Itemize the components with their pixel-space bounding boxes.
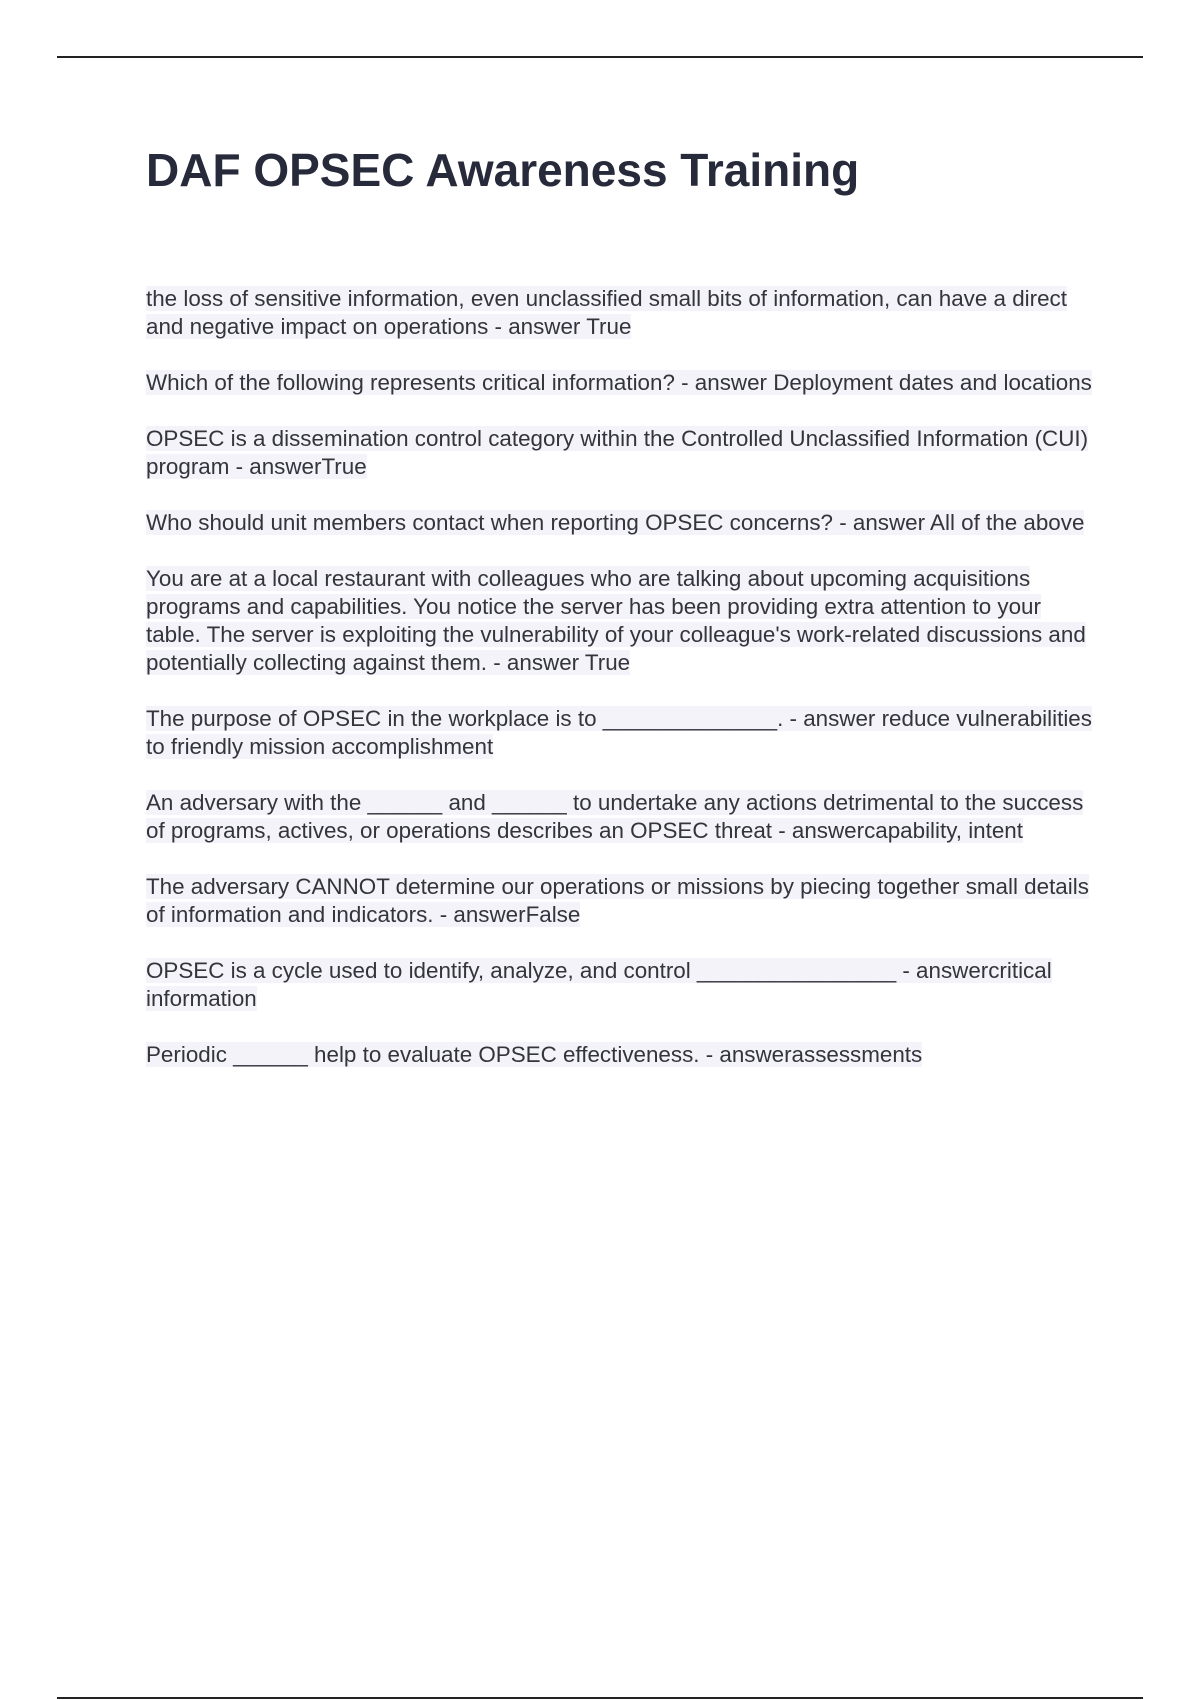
top-rule [57,56,1143,58]
qa-item-10 [146,1041,1096,1069]
qa-text-3: OPSEC is a dissemination control category within the Controlled Unclassified Information (CUI) program - answerTrue [146,426,1089,479]
qa-text-6: The purpose of OPSEC in the workplace is to ______________. - answer reduce vulnerabilities to friendly mission accomplishment [146,706,1092,759]
qa-text-2: Which of the following represents critical information? - answer Deployment dates and locations [146,370,1092,395]
qa-text-9: OPSEC is a cycle used to identify, analyze, and control ________________ - answercritical information [146,958,1052,1011]
qa-item-1 [146,285,1096,341]
qa-text-1: the loss of sensitive information, even unclassified small bits of information, can have a direct and negative impact on operations - answer True [146,286,1067,339]
qa-item-4 [146,509,1096,537]
question-answer-list [146,285,1096,1097]
qa-item-7 [146,789,1096,845]
qa-text-7: An adversary with the ______ and ______ to undertake any actions detrimental to the success of programs, actives, or operations describes an OPSEC threat - answercapability, intent [146,790,1084,843]
qa-text-5: You are at a local restaurant with colleagues who are talking about upcoming acquisitions programs and capabilities. You notice the server has been providing extra attention to your table. The server is exploiting the vulnerability of your colleague's work-related discussions and potentially collecting against them. - answer True [146,566,1086,675]
qa-text-8: The adversary CANNOT determine our operations or missions by piecing together small details of information and indicators. - answerFalse [146,874,1089,927]
bottom-rule [57,1697,1143,1699]
qa-text-10: Periodic ______ help to evaluate OPSEC effectiveness. - answerassessments [146,1042,923,1067]
qa-item-6 [146,705,1096,761]
qa-item-3 [146,425,1096,481]
qa-item-2 [146,369,1096,397]
page-title: DAF OPSEC Awareness Training [146,144,860,196]
qa-item-8 [146,873,1096,929]
qa-item-9 [146,957,1096,1013]
qa-text-4: Who should unit members contact when reporting OPSEC concerns? - answer All of the above [146,510,1085,535]
qa-item-5 [146,565,1096,677]
